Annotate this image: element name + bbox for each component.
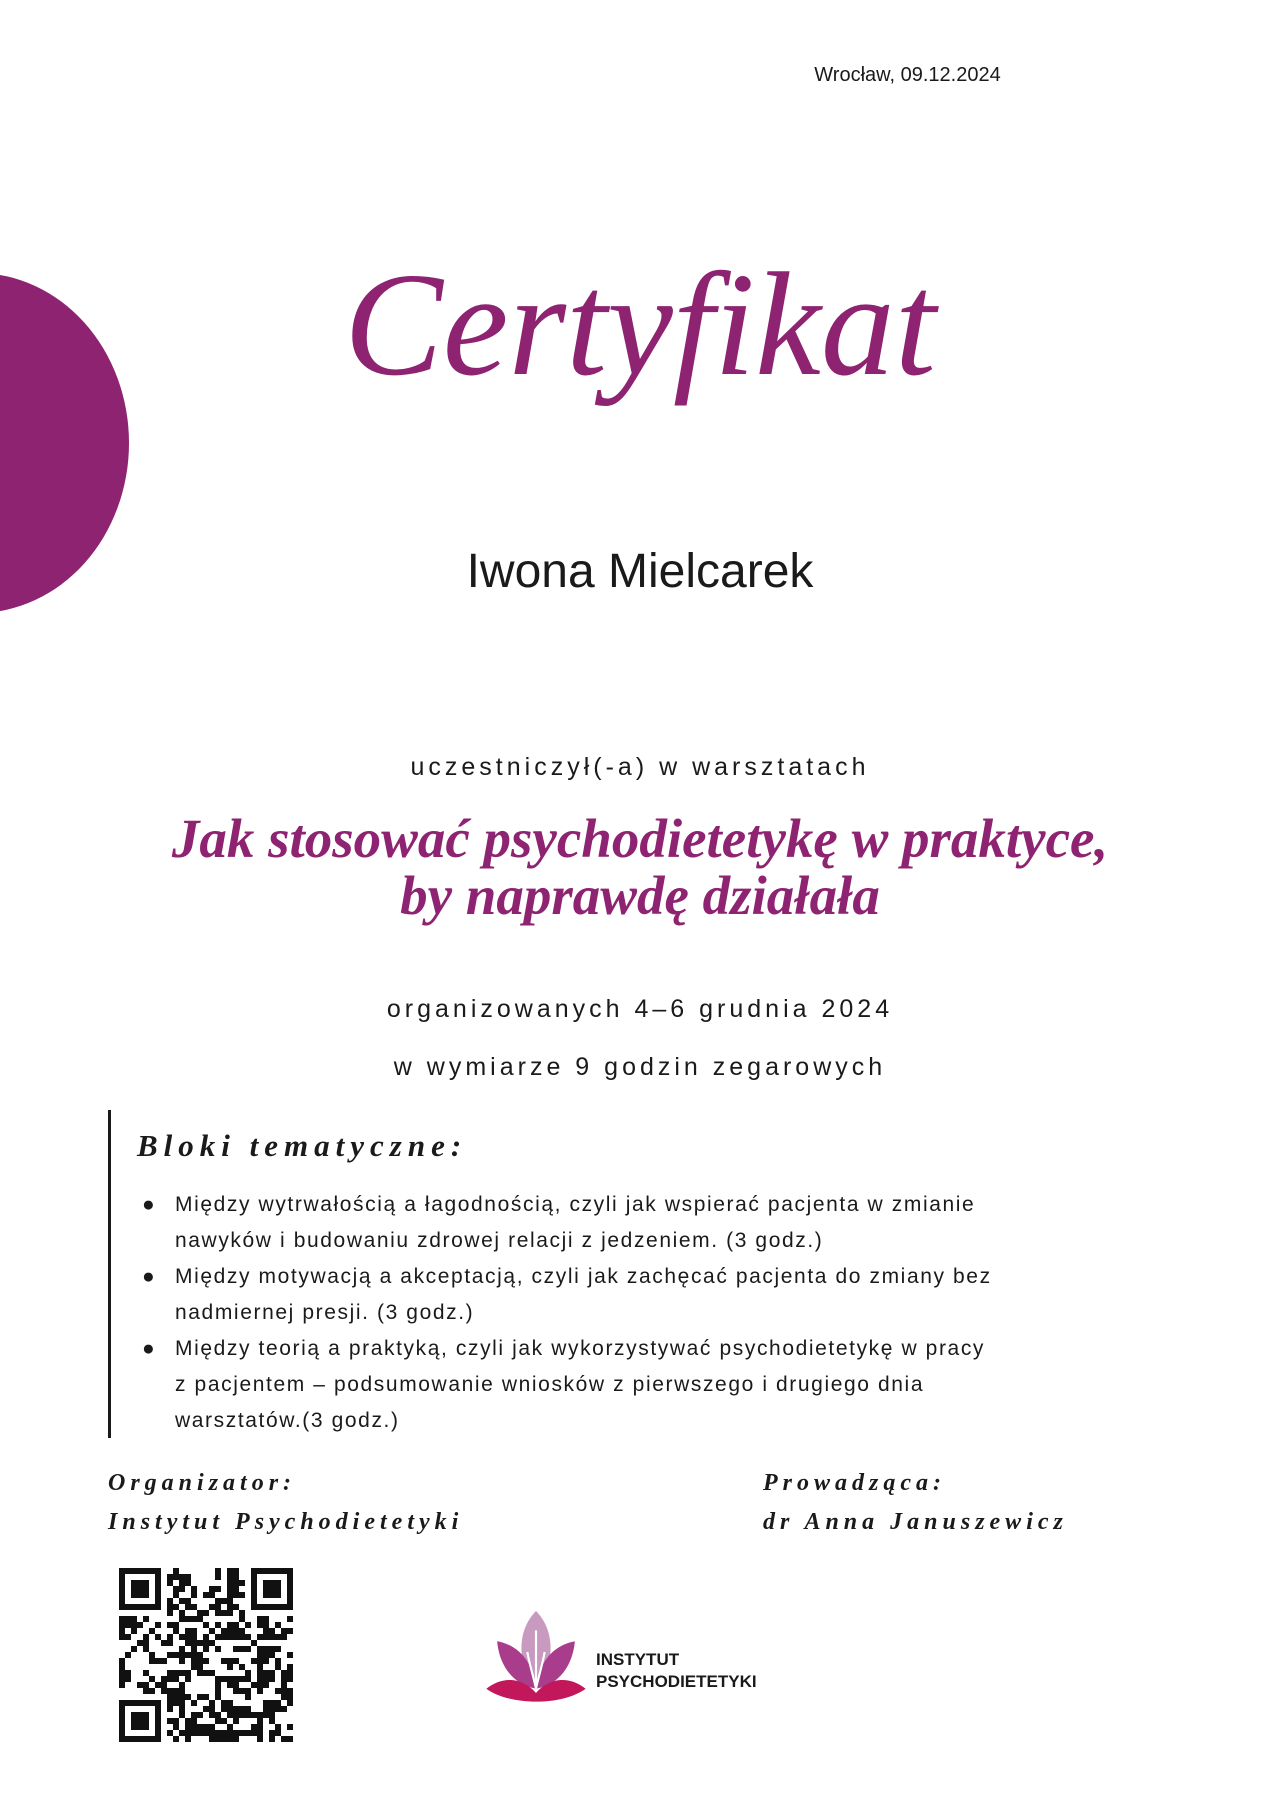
bullet-icon: ● [142, 1193, 157, 1216]
organizer-name: Instytut Psychodietetyki [108, 1509, 464, 1535]
workshop-title-line-1: Jak stosować psychodietetykę w praktyce, [171, 808, 1109, 869]
lead-label: Prowadząca: [763, 1470, 946, 1496]
lead-name: dr Anna Januszewicz [763, 1509, 1068, 1535]
qr-finder-top-right [251, 1568, 293, 1610]
thematic-blocks-list [139, 1187, 1099, 1439]
recipient-name: Iwona Mielcarek [466, 545, 814, 598]
certificate-title: Certyfikat [344, 243, 936, 407]
bullet-icon: ● [142, 1337, 157, 1360]
place-date: Wrocław, 09.12.2024 [814, 64, 1001, 86]
logo-line-2: PSYCHODIETETYKI [596, 1672, 757, 1691]
list-item-line: Między teorią a praktyką, czyli jak wykorzystywać psychodietetykę w pracy [175, 1337, 986, 1360]
logo-line-1: INSTYTUT [596, 1650, 680, 1669]
bullet-icon: ● [142, 1265, 157, 1288]
organizer-label: Organizator: [108, 1470, 297, 1496]
list-item-line: Między wytrwałością a łagodnością, czyli jak wspierać pacjenta w zmianie [175, 1193, 976, 1216]
logo-wordmark [596, 1649, 757, 1693]
list-item [139, 1259, 1099, 1331]
list-item-line: nawyków i budowaniu zdrowej relacji z jedzeniem. (3 godz.) [175, 1229, 824, 1252]
list-item [139, 1187, 1099, 1259]
thematic-blocks-section [108, 1110, 1121, 1438]
qr-finder-top-left [119, 1568, 161, 1610]
list-item-line: warsztatów.(3 godz.) [175, 1409, 400, 1432]
workshop-dates: organizowanych 4–6 grudnia 2024 [386, 995, 894, 1023]
workshop-duration: w wymiarze 9 godzin zegarowych [393, 1053, 887, 1081]
qr-code [119, 1568, 293, 1742]
list-item [139, 1331, 1099, 1439]
thematic-blocks-heading: Bloki tematyczne: [137, 1128, 468, 1163]
lotus-icon [482, 1598, 590, 1706]
workshop-title [0, 810, 1280, 924]
participation-text: uczestniczył(-a) w warsztatach [410, 753, 870, 781]
list-item-line: Między motywacją a akceptacją, czyli jak zachęcać pacjenta do zmiany bez [175, 1265, 992, 1288]
workshop-title-line-2: by naprawdę działała [400, 865, 880, 926]
qr-finder-bottom-left [119, 1700, 161, 1742]
list-item-line: nadmiernej presji. (3 godz.) [175, 1301, 475, 1324]
list-item-line: z pacjentem – podsumowanie wniosków z pierwszego i drugiego dnia [175, 1373, 925, 1396]
